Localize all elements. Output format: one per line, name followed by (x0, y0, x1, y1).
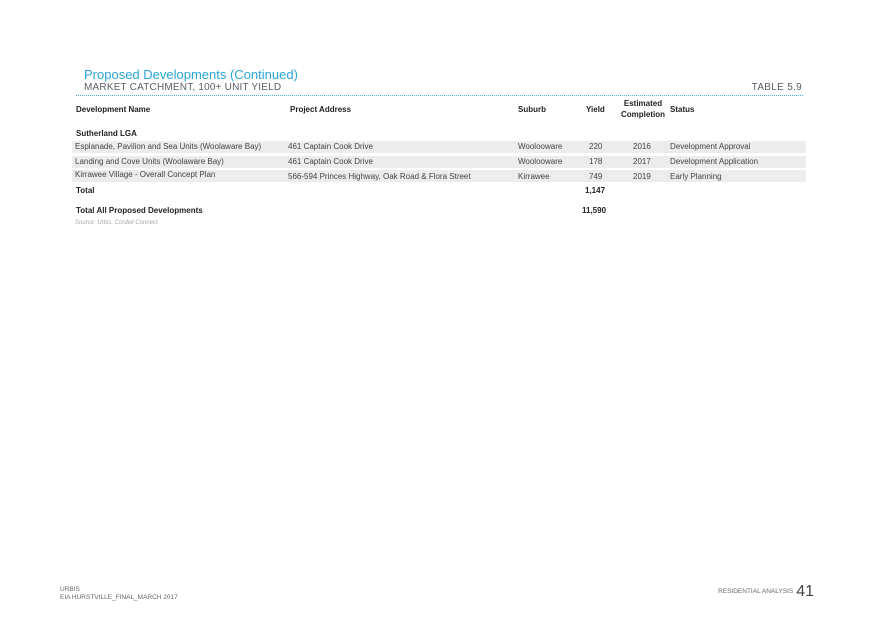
footer-right (718, 583, 814, 601)
footer-company: URBIS (60, 586, 80, 593)
cell-suburb: Woolooware (518, 157, 563, 166)
footer-document: EIA HURSTVILLE_FINAL_MARCH 2017 (60, 594, 178, 601)
page-number: 41 (796, 583, 814, 600)
cell-completion: 2016 (633, 142, 651, 151)
column-header-address: Project Address (290, 105, 352, 114)
source-note: Source: Urbis, Cordell Connect (75, 220, 158, 226)
cell-yield: 749 (589, 172, 603, 181)
cell-project-address: 461 Captain Cook Drive (288, 157, 373, 166)
cell-development-name: Landing and Cove Units (Woolaware Bay) (75, 157, 224, 166)
cell-development-name: Esplanade, Pavilion and Sea Units (Woolaware Bay) (75, 142, 262, 151)
cell-status: Development Approval (670, 142, 751, 151)
table-row (72, 170, 806, 183)
cell-status: Early Planning (670, 172, 722, 181)
cell-status: Development Application (670, 157, 759, 166)
section-heading: Sutherland LGA (76, 129, 137, 138)
total-value: 1,147 (585, 186, 606, 195)
cell-yield: 178 (589, 157, 603, 166)
grand-total-label: Total All Proposed Developments (76, 206, 203, 215)
cell-suburb: Woolooware (518, 142, 563, 151)
cell-project-address: 461 Captain Cook Drive (288, 142, 373, 151)
column-header-status: Status (670, 105, 695, 114)
column-header-completion-line1: Estimated (623, 99, 663, 108)
total-label: Total (76, 186, 95, 195)
page-title: Proposed Developments (Continued) (84, 67, 298, 82)
header-divider (76, 95, 803, 96)
column-header-suburb: Suburb (518, 105, 546, 114)
table-row (72, 156, 806, 169)
column-header-yield: Yield (586, 105, 605, 114)
cell-suburb: Kirrawee (518, 172, 550, 181)
cell-completion: 2017 (633, 157, 651, 166)
column-header-completion-line2: Completion (621, 110, 665, 119)
table-row (72, 141, 806, 154)
column-header-name: Development Name (76, 105, 151, 114)
page-subtitle: MARKET CATCHMENT, 100+ UNIT YIELD (84, 82, 282, 93)
cell-completion: 2019 (633, 172, 651, 181)
cell-development-name: Kirrawee Village - Overall Concept Plan (75, 170, 216, 179)
grand-total-value: 11,590 (582, 206, 607, 215)
table-number: TABLE 5.9 (751, 82, 802, 93)
footer-section: RESIDENTIAL ANALYSIS (718, 588, 794, 595)
column-header-completion (616, 99, 670, 119)
cell-yield: 220 (589, 142, 603, 151)
cell-project-address: 566-594 Princes Highway, Oak Road & Flora Street (288, 172, 471, 181)
footer-left (60, 586, 178, 602)
